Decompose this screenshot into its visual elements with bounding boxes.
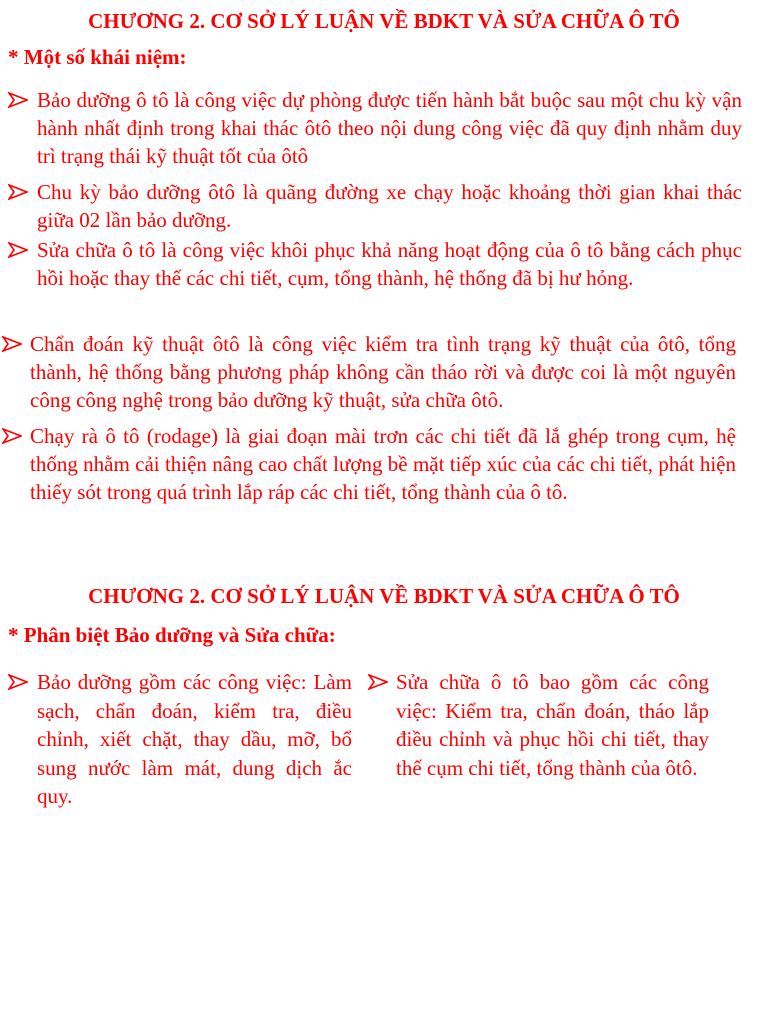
list-item-maintenance-cycle (8, 178, 742, 234)
arrowhead-bullet-icon (8, 668, 28, 696)
arrowhead-bullet-icon (368, 668, 388, 696)
list-item-maintenance (8, 86, 742, 170)
page-title: CHƯƠNG 2. CƠ SỞ LÝ LUẬN VỀ BDKT VÀ SỬA CHỮA Ô TÔ (88, 584, 680, 608)
list-item-text: Chu kỳ bảo dưỡng ôtô là quãng đường xe chạy hoặc khoảng thời gian khai thác giữa 02 lần bảo dưỡng. (37, 180, 742, 232)
arrowhead-bullet-icon (2, 422, 22, 450)
list-item-text: Sửa chữa ô tô bao gồm các công việc: Kiểm tra, chẩn đoán, tháo lắp điều chỉnh và phục hồi chi tiết, thay thế cụm chi tiết, tổng thành của ôtô. (396, 670, 709, 780)
arrowhead-bullet-icon (8, 178, 28, 206)
section-heading-concepts: * Một số khái niệm: (8, 45, 187, 69)
section-heading-comparison: * Phân biệt Bảo dưỡng và Sửa chữa: (8, 623, 336, 647)
list-item-text: Chẩn đoán kỹ thuật ôtô là công việc kiểm tra tình trạng kỹ thuật của ôtô, tổng thành, hệ thống bằng phương pháp không cần tháo rời và được coi là một nguyên công công nghệ trong bảo dưỡng kỹ thuật, sửa chữa ôtô. (30, 332, 736, 412)
list-item-repair-tasks (368, 668, 709, 782)
list-item-text: Bảo dưỡng gồm các công việc: Làm sạch, chẩn đoán, kiểm tra, điều chỉnh, xiết chặt, thay dầu, mỡ, bổ sung nước làm mát, dung dịch ắc quy. (37, 670, 352, 808)
list-item-diagnosis (2, 330, 736, 414)
list-item-repair (8, 236, 742, 292)
arrowhead-bullet-icon (8, 86, 28, 114)
arrowhead-bullet-icon (2, 330, 22, 358)
page-title: CHƯƠNG 2. CƠ SỞ LÝ LUẬN VỀ BDKT VÀ SỬA CHỮA Ô TÔ (88, 9, 680, 33)
list-item-maintenance-tasks (8, 668, 352, 811)
list-item-running-in (2, 422, 736, 506)
list-item-text: Bảo dưỡng ô tô là công việc dự phòng được tiến hành bắt buộc sau một chu kỳ vận hành nhất định trong khai thác ôtô theo nội dung công việc đã quy định nhằm duy trì trạng thái kỹ thuật tốt của ôtô (37, 88, 742, 168)
list-item-text: Chạy rà ô tô (rodage) là giai đoạn mài trơn các chi tiết đã lắ ghép trong cụm, hệ thống nhằm cải thiện nâng cao chất lượng bề mặt tiếp xúc của các chi tiết, phát hiện thiếy sót trong quá trình lắp ráp các chi tiết, tổng thành của ô tô. (30, 424, 736, 504)
arrowhead-bullet-icon (8, 236, 28, 264)
list-item-text: Sửa chữa ô tô là công việc khôi phục khả năng hoạt động của ô tô bằng cách phục hồi hoặc thay thế các chi tiết, cụm, tổng thành, hệ thống đã bị hư hỏng. (37, 238, 742, 290)
